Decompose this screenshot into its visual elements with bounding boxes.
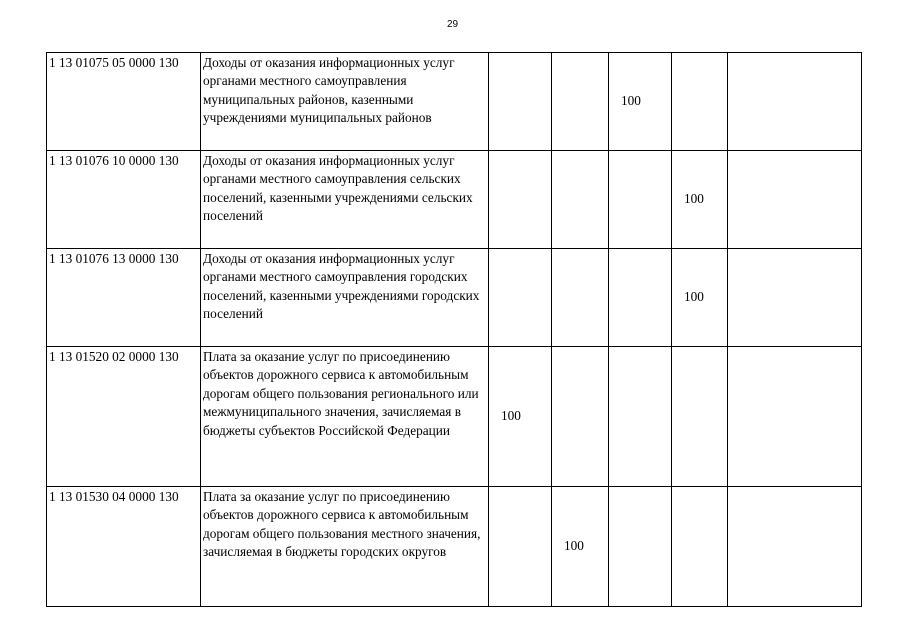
value-cell: 100: [672, 249, 728, 347]
value-cell: 100: [609, 53, 672, 151]
revenue-name: Доходы от оказания информационных услуг органами местного самоуправления городских поселений, казенными учреждениями городских поселений: [201, 249, 489, 347]
value-cell: [728, 249, 862, 347]
value-cell: [489, 53, 552, 151]
table-row: [47, 347, 862, 487]
value-cell: [728, 53, 862, 151]
revenue-name: Доходы от оказания информационных услуг органами местного самоуправления сельских поселений, казенными учреждениями сельских поселений: [201, 151, 489, 249]
value-cell: [489, 249, 552, 347]
revenue-table: [46, 52, 862, 607]
page-number: 29: [446, 19, 459, 30]
table-row: [47, 53, 862, 151]
value-cell: [672, 53, 728, 151]
value-cell: [609, 347, 672, 487]
value-cell: [728, 347, 862, 487]
revenue-code: 1 13 01530 04 0000 130: [47, 487, 201, 607]
value-cell: [552, 347, 609, 487]
revenue-code: 1 13 01520 02 0000 130: [47, 347, 201, 487]
value-cell: [609, 151, 672, 249]
table-row: [47, 151, 862, 249]
revenue-name: Плата за оказание услуг по присоединению объектов дорожного сервиса к автомобильным дорогам общего пользования регионального или межмуниципального значения, зачисляемая в бюджеты субъектов Российской Федерации: [201, 347, 489, 487]
value-cell: [489, 151, 552, 249]
value-cell: 100: [672, 151, 728, 249]
value-cell: [552, 249, 609, 347]
table-row: [47, 487, 862, 607]
table-row: [47, 249, 862, 347]
value-cell: [552, 53, 609, 151]
value-cell: [672, 487, 728, 607]
value-cell: [728, 487, 862, 607]
value-cell: 100: [552, 487, 609, 607]
value-cell: [489, 487, 552, 607]
value-cell: [552, 151, 609, 249]
revenue-name: Плата за оказание услуг по присоединению объектов дорожного сервиса к автомобильным дорогам общего пользования местного значения, зачисляемая в бюджеты городских округов: [201, 487, 489, 607]
value-cell: 100: [489, 347, 552, 487]
value-cell: [609, 487, 672, 607]
revenue-code: 1 13 01076 10 0000 130: [47, 151, 201, 249]
value-cell: [609, 249, 672, 347]
value-cell: [672, 347, 728, 487]
revenue-code: 1 13 01076 13 0000 130: [47, 249, 201, 347]
value-cell: [728, 151, 862, 249]
revenue-code: 1 13 01075 05 0000 130: [47, 53, 201, 151]
revenue-name: Доходы от оказания информационных услуг органами местного самоуправления муниципальных районов, казенными учреждениями муниципальных районов: [201, 53, 489, 151]
